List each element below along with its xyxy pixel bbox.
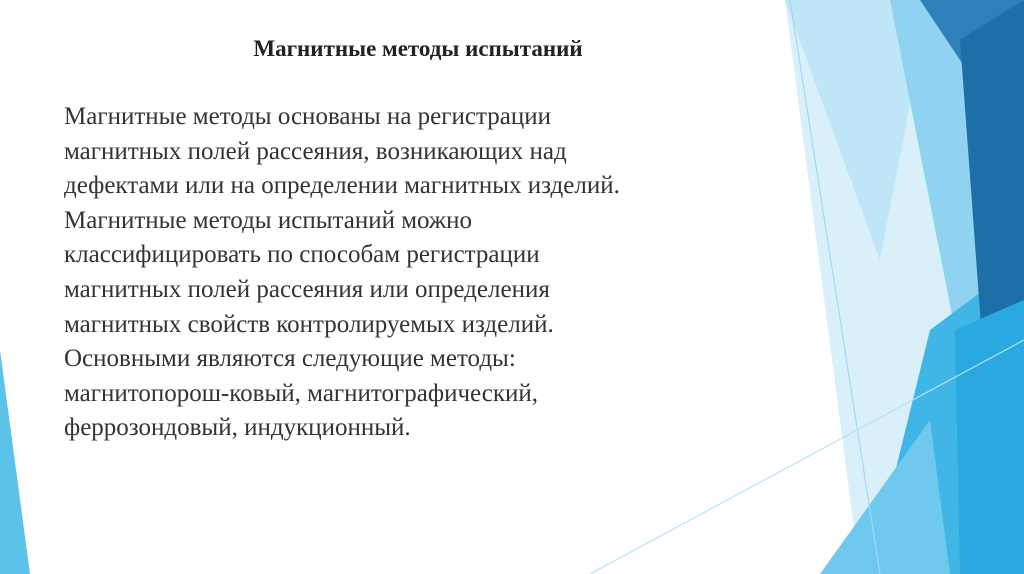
body-line: Основными являются следующие методы: <box>64 345 516 373</box>
body-line: дефектами или на определении магнитных изделий. <box>64 172 620 200</box>
body-line: феррозондовый, индукционный. <box>64 414 411 442</box>
body-line: классифицировать по способам регистрации <box>64 241 540 269</box>
facet-bright-corner <box>955 300 1024 574</box>
body-line: магнитных свойств контролируемых изделий. <box>64 310 554 338</box>
slide-title: Магнитные методы испытаний <box>253 36 583 61</box>
body-line: магнитопорош-ковый, магнитографический, <box>64 379 538 407</box>
body-line: Магнитные методы испытаний можно <box>64 206 473 234</box>
body-line: Магнитные методы основаны на регистрации <box>64 103 551 130</box>
body-line: магнитных полей рассеяния или определения <box>64 275 550 303</box>
slide-body <box>64 100 784 446</box>
body-line: магнитных полей рассеяния, возникающих над <box>64 137 567 165</box>
left-accent-shape <box>0 350 30 574</box>
